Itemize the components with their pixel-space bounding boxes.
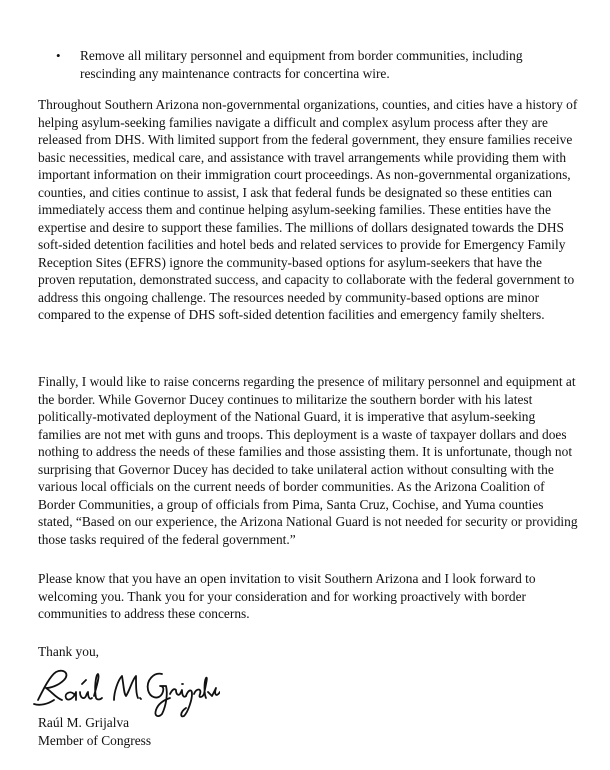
bullet-text: Remove all military personnel and equipment from border communities, including rescinding any maintenance contracts for concertina wire.: [80, 48, 523, 81]
handwritten-signature: [30, 660, 220, 722]
signer-title: Member of Congress: [38, 733, 152, 748]
closing-salutation: Thank you,: [38, 644, 99, 659]
paragraph-invitation: Please know that you have an open invitation to visit Southern Arizona and I look forward to welcoming you. Thank you for your consideration and for working proactively with border communities to address these concerns.: [38, 571, 536, 621]
bullet-list-item: [56, 47, 566, 82]
bullet-marker: •: [56, 48, 61, 63]
signer-name: Raúl M. Grijalva: [38, 715, 130, 730]
paragraph-military-concerns: Finally, I would like to raise concerns regarding the presence of military personnel and equipment at the border. While Governor Ducey continues to militarize the southern border with his latest politically-motivated deployment of the National Guard, it is imperative that asylum-seeking families are not met with guns and troops. This deployment is a waste of taxpayer dollars and does nothing to address the needs of these families and those assisting them. It is unfortunate, though not surprising that Governor Ducey has decided to take unilateral action without consulting with the various local officials on the current needs of border communities. As the Arizona Coalition of Border Communities, a group of officials from Pima, Santa Cruz, Cochise, and Yuma counties stated, “Based on our experience, the Arizona National Guard is not needed for security or providing those tasks required of the federal government.”: [38, 374, 578, 547]
paragraph-support-funding: Throughout Southern Arizona non-governmental organizations, counties, and cities have a history of helping asylum-seeking families navigate a difficult and complex asylum process after they are released from DHS. With limited support from the federal government, they ensure families receive basic necessities, medical care, and assistance with travel arrangements while providing them with important information on their immigration court proceedings. As non-governmental organizations, counties, and cities continue to assist, I ask that federal funds be designated so these entities can immediately access them and continue helping asylum-seeking families. These entities have the expertise and desire to support these families. The millions of dollars designated towards the DHS soft-sided detention facilities and hotel beds and related services to provide for Emergency Family Reception Sites (EFRS) ignore the community-based options for asylum-seekers that have the proven reputation, demonstrated success, and capacity to collaborate with the federal government to address this ongoing challenge. The resources needed by community-based options are minor compared to the expense of DHS soft-sided detention facilities and emergency family shelters.: [38, 97, 578, 322]
